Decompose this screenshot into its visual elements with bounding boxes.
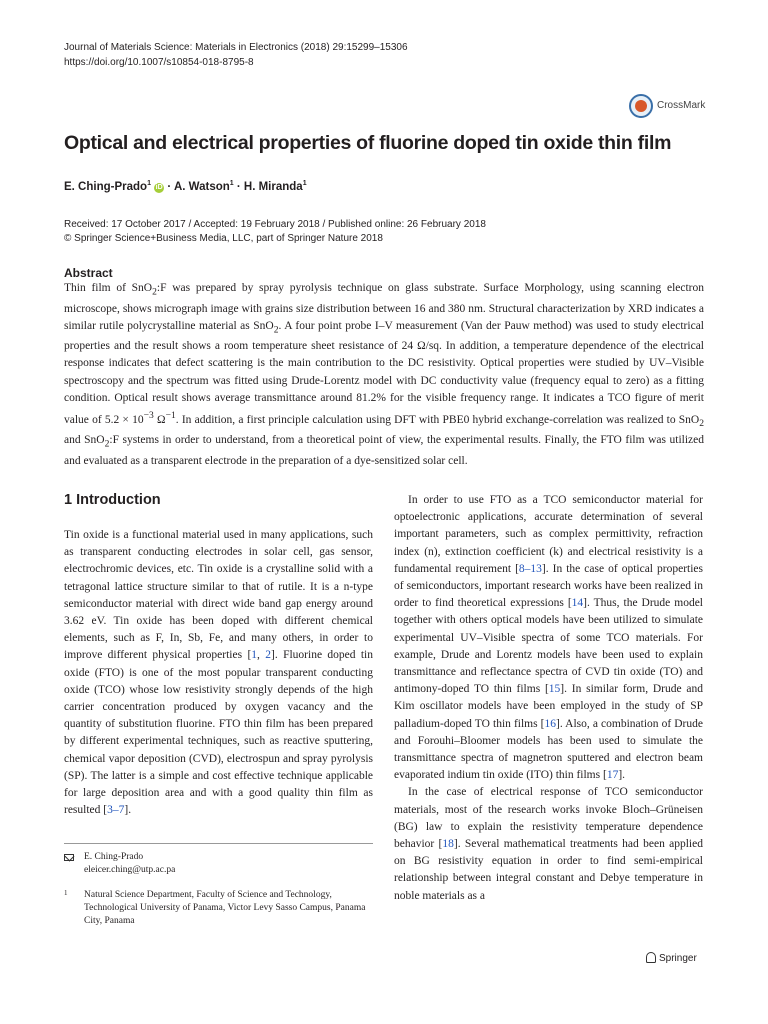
paragraph: In the case of electrical response of TCO semiconductor materials, most of the research works invoke Bloch–Grüneisen (BG) law to explain the resistivity temperature dependence behavior [18]. Several mathematical treatments had been applied on BG resistivity equation in order to find semi-empirical relationship between integral constant and Debye temperature in noble materials as a xyxy=(394,786,703,902)
envelope-icon xyxy=(64,854,74,861)
paragraph: In order to use FTO as a TCO semiconductor material for optoelectronic applications, accurate determination of several important parameters, such as complex permittivity, refraction index (n), extinction coefficient (k) and electrical resistivity is a fundamental requirement [8–13]. In the case of optical properties of semiconductors, important research works have been realized in order to find theoretical expressions [14]. Thus, the Drude model together with others optical models have been utilized to simulate experimental UV–Visible spectra of some TCO materials. For example, Drude and Lorentz models have been used to explain transmittance and reflectance spectra of CVD tin oxide (TO) and antimony-doped TO thin films [15]. In similar form, Drude and Kim oscillator models have been employed in the study of SP palladium-doped TO thin films [16]. Also, a combination of Drude and Forouhi–Bloomer models has been used to simulate the transmittance spectra of magnetron sputtered and electron beam evaporated indium tin oxide (ITO) thin films [17]. xyxy=(394,494,704,782)
paper-title: Optical and electrical properties of fluorine doped tin oxide thin film xyxy=(64,132,672,154)
citation-link[interactable]: 17 xyxy=(606,769,619,782)
citation-link[interactable]: 2 xyxy=(265,649,272,662)
publication-dates xyxy=(64,218,486,246)
corresponding-author-name: E. Ching-Prado xyxy=(84,852,144,862)
citation-link[interactable]: 8–13 xyxy=(518,562,542,575)
author-affiliation-mark: 1 xyxy=(302,180,307,187)
affiliation-number: 1 xyxy=(64,889,68,897)
citation-link[interactable]: 15 xyxy=(548,683,561,696)
section-heading-introduction: 1 Introduction xyxy=(64,492,161,508)
crossmark-icon xyxy=(629,94,653,118)
journal-citation: Journal of Materials Science: Materials in Electronics (2018) 29:15299–15306 xyxy=(64,42,408,53)
abstract-body: Thin film of SnO$_2$:F was prepared by spray pyrolysis technique on glass substrate. Surface Morphology, using scanning electron microscope, shows micrograph image with grains size distribution between 16 and 380 nm. Structural characterization by XRD indicates a similar rutile polycrystalline material as SnO$_2$. A four point probe I–V measurement (Van der Pauw method) was used to study electrical properties and the result shows a room temperature sheet resistance of 24 Ω/sq. In addition, a temperature dependence of the electrical response indicates that defect scattering is the main contribution to the DC resistivity. Optical properties were studied by UV–Visible spectroscopy and the spectrum was fitted using Drude-Lorentz model with DC conductivity value (frequency equal to zero) as a fitting condition. Optical result shows average transmittance around 81.2% for the visible frequency range. It indicates a TCO figure of merit value of $5.2 \times 10^{-3}$ $\Omega^{-1}$. In addition, a first principle calculation using DFT with PBE0 hybrid exchange-correlation was realized to SnO$_2$ and SnO$_2$:F systems in order to understand, from a theoretical point of view, the experimental results. Finally, the FTO film was utilized and evaluated as a transparent electrode in the preparation of a dye-sensitized solar cell. xyxy=(64,282,705,467)
received-accepted-published: Received: 17 October 2017 / Accepted: 19 February 2018 / Published online: 26 February 2018 xyxy=(64,219,486,230)
footnote-divider xyxy=(64,843,373,844)
affiliation-text: Natural Science Department, Faculty of Science and Technology, Technological University of Panama, Victor Levy Sasso Campus, Panama City, Panama xyxy=(84,890,366,926)
citation-link[interactable]: 16 xyxy=(544,717,557,730)
author-list: E. Ching-Prado$^1$ iD · A. Watson$^1$ · H. Miranda$^1$ xyxy=(64,180,307,193)
author-affiliation-mark: 1 xyxy=(229,180,234,187)
citation-link[interactable]: 18 xyxy=(442,838,454,851)
citation-link[interactable]: 1 xyxy=(251,649,258,662)
author-name: A. Watson xyxy=(173,180,230,193)
springer-horse-icon xyxy=(646,952,656,963)
publisher-logo xyxy=(646,952,697,964)
orcid-icon[interactable]: iD xyxy=(155,183,163,191)
crossmark-badge[interactable] xyxy=(629,94,709,122)
doi-link[interactable]: https://doi.org/10.1007/s10854-018-8795-8 xyxy=(64,57,254,68)
author-name: E. Ching-Prado xyxy=(64,180,148,193)
author-name: H. Miranda xyxy=(243,180,303,193)
abstract-heading: Abstract xyxy=(64,266,113,280)
citation-link[interactable]: 14 xyxy=(571,597,584,610)
intro-left-column: Tin oxide is a functional material used in many applications, such as transparent conducting electrodes in solar cell, gas sensor, electrochromic devices, etc. Tin oxide is a crystalline solid with a tetragonal lattice structure similar to that of rutile. It is a n-type semiconductor material with direct wide band gap energy around 3.62 eV. Tin oxide has been doped with different chemical elements, such as F, In, Sb, Fe, and many others, in order to improve different physical properties [1, 2]. Fluorine doped tin oxide (FTO) is one of the most popular transparent conducting oxide (TCO) whose low resistivity strongly depends of the high carrier concentration produced by oxygen vacancy and the quantity of substitution fluorine. FTO thin film has been prepared by different experimental techniques, such as reactive sputtering, chemical vapor deposition (CVD), electrospun and spray pyrolysis (SP). The latter is a simple and cost effective technique applicable for large deposition area and with a good quality thin film as resulted [3–7]. xyxy=(64,529,374,817)
journal-header xyxy=(64,40,408,70)
citation-link[interactable]: 3–7 xyxy=(107,804,125,817)
copyright-line: © Springer Science+Business Media, LLC, part of Springer Nature 2018 xyxy=(64,233,383,244)
email-link[interactable]: eleicer.ching@utp.ac.pa xyxy=(84,865,176,875)
crossmark-label: CrossMark xyxy=(657,100,706,111)
publisher-name: Springer xyxy=(659,953,697,964)
author-affiliation-mark: 1 xyxy=(147,180,151,187)
intro-right-column xyxy=(394,492,703,905)
